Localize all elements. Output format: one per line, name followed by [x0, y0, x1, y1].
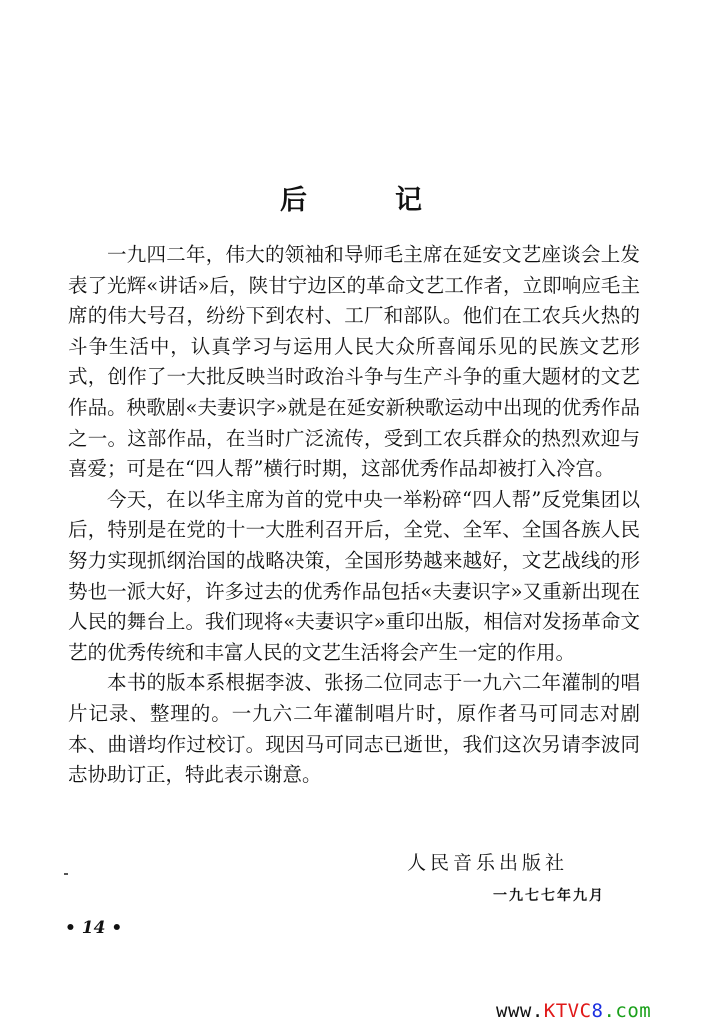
publisher-signature: 人民音乐出版社: [407, 852, 569, 874]
publication-date: 一九七七年九月: [493, 888, 605, 904]
paragraph-3: 本书的版本系根据李波、张扬二位同志于一九六二年灌制的唱片记录、整理的。一九六二年灌制唱片时，原作者马可同志对剧本、曲谱均作过校订。现因马可同志已逝世，我们这次另请李波同志协助订正，特此表示谢意。: [68, 671, 640, 787]
watermark: [496, 1000, 651, 1022]
watermark-www: www.: [496, 1000, 544, 1022]
watermark-8: 8: [591, 1000, 604, 1022]
paragraph-2: 今天，在以华主席为首的党中央一举粉碎“四人帮”反党集团以后，特别是在党的十一大胜利召开后，全党、全军、全国各族人民努力实现抓纲治国的战略决策，全国形势越来越好，文艺战线的形势也一派大好，许多过去的优秀作品包括«夫妻识字»又重新出现在人民的舞台上。我们现将«夫妻识字»重印出版，相信对发扬革命文艺的优秀传统和丰富人民的文艺生活将会产生一定的作用。: [68, 487, 640, 664]
title-char-2: 记: [395, 185, 422, 216]
afterword-body: [68, 240, 640, 791]
page-title: [0, 178, 702, 217]
title-char-1: 后: [280, 185, 307, 216]
paragraph-1: 一九四二年，伟大的领袖和导师毛主席在延安文艺座谈会上发表了光辉«讲话»后，陕甘宁边区的革命文艺工作者，立即响应毛主席的伟大号召，纷纷下到农村、工厂和部队。他们在工农兵火热的斗争生活中，认真学习与运用人民大众所喜闻乐见的民族文艺形式，创作了一大批反映当时政治斗争与生产斗争的重大题材的文艺作品。秧歌剧«夫妻识字»就是在延安新秧歌运动中出现的优秀作品之一。这部作品，在当时广泛流传，受到工农兵群众的热烈欢迎与喜爱；可是在“四人帮”横行时期，这部优秀作品却被打入冷宫。: [68, 243, 640, 481]
watermark-ktvc: KTVC: [543, 1000, 592, 1022]
page-number: • 14 •: [65, 918, 123, 938]
print-speck: [64, 873, 68, 875]
watermark-com: .com: [603, 1000, 652, 1022]
